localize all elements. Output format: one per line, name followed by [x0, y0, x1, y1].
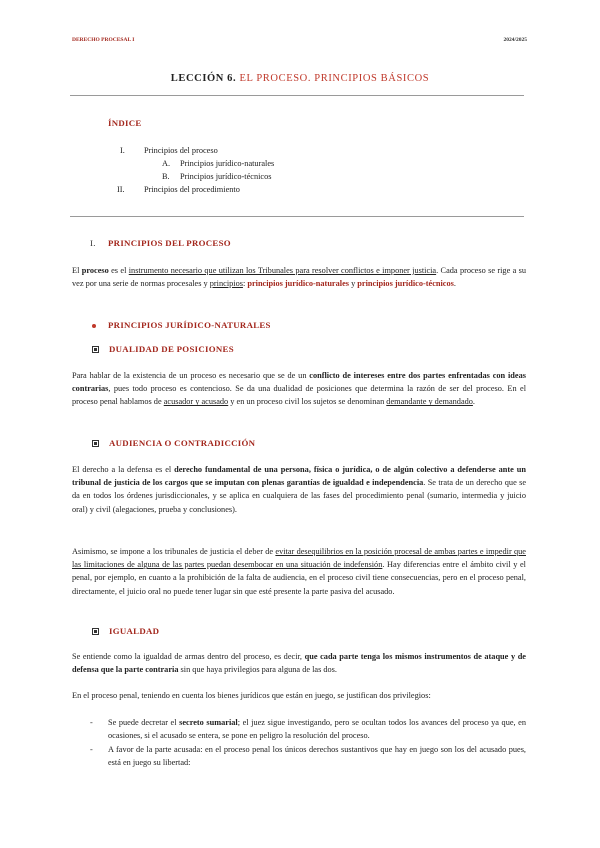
subsection-title: PRINCIPIOS JURÍDICO-NATURALES	[108, 320, 271, 330]
list-item: - Se puede decretar el secreto sumarial; el juez sigue investigando, pero se ocultan todos los avances del proceso ya que, en ocasiones, si el acusado se entera, se pone en peligro la resolución del proceso.	[90, 718, 527, 740]
square-bullet-icon	[92, 346, 99, 353]
section-num: I.	[90, 238, 96, 248]
title-main: EL PROCESO. PRINCIPIOS BÁSICOS	[239, 73, 430, 84]
divider-index	[70, 216, 524, 217]
bullet-icon	[92, 324, 96, 328]
toc-label: Principios jurídico-técnicos	[180, 172, 272, 181]
toc-item-1[interactable]	[120, 144, 218, 157]
title-prefix: LECCIÓN 6.	[170, 73, 237, 84]
section-title: PRINCIPIOS DEL PROCESO	[108, 238, 231, 248]
toc-item-3[interactable]	[162, 170, 272, 183]
audiencia-paragraph-1: El derecho a la defensa es el derecho fundamental de una persona, física o jurídica, o de algún colectivo a defenderse ante un tribunal de justicia de los cargos que se imputan con plenas garantías de igualdad e independencia. Se trata de un derecho que se da en todos los órdenes jurisdiccionales, y se aplica en cualquiera de las fases del procedimiento penal (sumario, intermedia y juicio oral) y civil (alegaciones, prueba y conclusiones).	[72, 465, 527, 514]
dualidad-heading: DUALIDAD DE POSICIONES	[92, 344, 234, 354]
intro-paragraph: El proceso es el instrumento necesario que utilizan los Tribunales para resolver conflictos e imponer justicia. Cada proceso se rige a su vez por una serie de normas procesales y principios: principios jurídico-naturales y principios jurídico-técnicos.	[72, 266, 527, 289]
section-heading	[90, 238, 231, 248]
dualidad-paragraph: Para hablar de la existencia de un proceso es necesario que se de un conflicto de intereses entre dos partes enfrentadas con ideas contrarias, pues todo proceso es contencioso. Se da una dualidad de posiciones que determina la razón de ser del proceso. En el proceso penal hablamos de acusador y acusado y en un proceso civil los sujetos se denominan demandante y demandado.	[72, 371, 526, 407]
toc-label: Principios del proceso	[144, 146, 218, 155]
page-title	[0, 73, 600, 84]
toc-label: Principios del procedimiento	[144, 185, 240, 194]
toc-num: A.	[162, 159, 171, 168]
toc-num: I.	[120, 146, 125, 155]
toc-item-2[interactable]	[162, 157, 275, 170]
square-bullet-icon	[92, 628, 99, 635]
toc-num: B.	[162, 172, 170, 181]
divider-top	[70, 95, 524, 96]
index-heading: ÍNDICE	[108, 118, 142, 128]
square-bullet-icon	[92, 440, 99, 447]
running-header-left: DERECHO PROCESAL I	[72, 37, 135, 43]
igualdad-paragraph-1: Se entiende como la igualdad de armas dentro del proceso, es decir, que cada parte tenga los mismos instrumentos de ataque y de defensa que la parte contraria sin que haya privilegios para alguna de las dos.	[72, 652, 526, 675]
list-item: - A favor de la parte acusada: en el proceso penal los únicos derechos sustantivos que hay en juego son los del acusado pues, está en juego su libertad:	[90, 745, 526, 767]
audiencia-paragraph-2: Asimismo, se impone a los tribunales de justicia el deber de evitar desequilibrios en la posición procesal de ambas partes e impedir que las limitaciones de alguna de las partes puedan desembocar en una situación de indefensión. Hay diferencias entre el ámbito civil y el penal, por ejemplo, en cuanto a la prohibición de la falta de audiencia, en el proceso civil tiene consecuencias, pero en el proceso penal, directamente, el juicio oral no puede tener lugar sin que esté presente la parte pasiva del acusado.	[72, 547, 526, 596]
toc-num: II.	[117, 185, 125, 194]
subsection-heading	[92, 320, 271, 330]
toc-item-4[interactable]	[117, 183, 240, 196]
running-header-right: 2024/2025	[503, 37, 527, 43]
igualdad-heading: IGUALDAD	[92, 626, 159, 636]
audiencia-heading: AUDIENCIA O CONTRADICCIÓN	[92, 438, 255, 448]
toc-label: Principios jurídico-naturales	[180, 159, 275, 168]
igualdad-paragraph-2: En el proceso penal, teniendo en cuenta los bienes jurídicos que están en juego, se justifican dos privilegios:	[72, 691, 431, 700]
